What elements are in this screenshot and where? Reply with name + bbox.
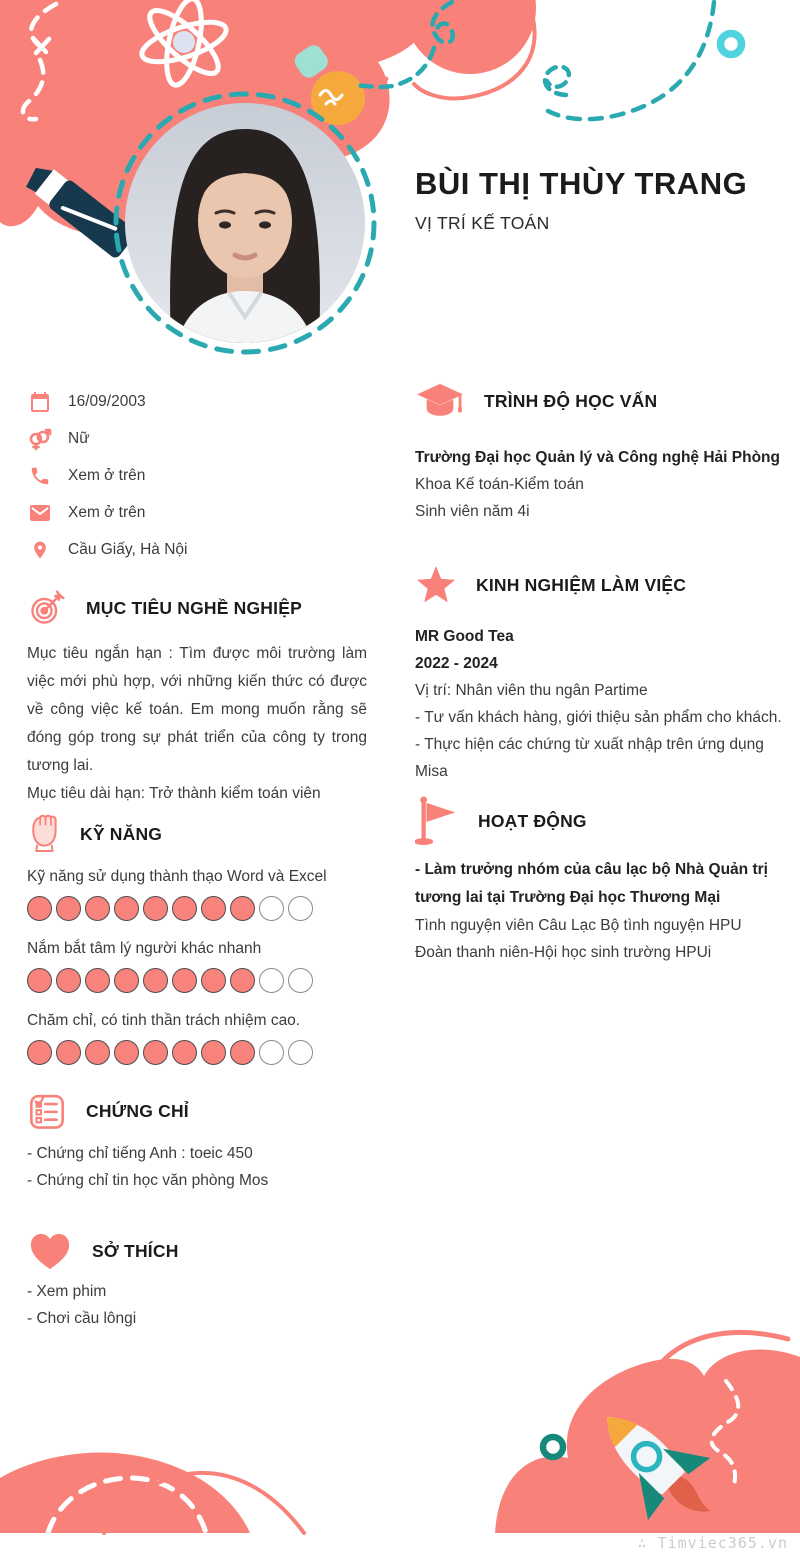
skill-dots <box>27 1040 367 1065</box>
section-activities <box>415 793 793 966</box>
location-value: Cầu Giấy, Hà Nội <box>68 540 188 558</box>
candidate-name: BÙI THỊ THÙY TRANG <box>415 166 748 201</box>
education-year: Sinh viên năm 4i <box>415 503 530 520</box>
gender-value: Nữ <box>68 429 90 447</box>
skill-dot-filled <box>143 968 168 993</box>
watermark: ∴ Timviec365.vn <box>637 1534 788 1552</box>
skill-dot-filled <box>143 1040 168 1065</box>
teal-dashed-curve <box>548 2 714 119</box>
objective-heading: MỤC TIÊU NGHỀ NGHIỆP <box>86 597 302 618</box>
skill-dot-filled <box>56 968 81 993</box>
skill-dot-filled <box>172 1040 197 1065</box>
cyan-donut-icon <box>721 34 742 55</box>
job-title: VỊ TRÍ KẾ TOÁN <box>415 213 550 233</box>
activities-highlight: - Làm trưởng nhóm của câu lạc bộ Nhà Quản trị tương lai tại Trường Đại học Thương Mại <box>415 861 768 906</box>
hobby-item: - Chơi cầu lôngi <box>27 1310 137 1327</box>
skill-dot-filled <box>201 1040 226 1065</box>
photo-dashed-ring <box>112 90 378 356</box>
gender-icon <box>27 426 53 452</box>
contact-row-phone <box>27 457 367 494</box>
skill-dot-empty <box>259 1040 284 1065</box>
skill-dot-filled <box>85 968 110 993</box>
skill-dot-empty <box>288 1040 313 1065</box>
top-lobe <box>404 0 536 74</box>
skill-dot-filled <box>114 1040 139 1065</box>
skill-dot-filled <box>172 896 197 921</box>
skill-dot-filled <box>85 1040 110 1065</box>
certificate-item: - Chứng chỉ tiếng Anh : toeic 450 <box>27 1145 253 1162</box>
section-experience <box>415 563 793 785</box>
phone-value: Xem ở trên <box>68 466 146 484</box>
hobby-item: - Xem phim <box>27 1283 107 1300</box>
email-icon <box>27 501 53 525</box>
skill-dot-filled <box>27 896 52 921</box>
certificates-heading: CHỨNG CHỈ <box>86 1100 189 1121</box>
skill-dot-filled <box>172 968 197 993</box>
heart-icon <box>27 1230 73 1272</box>
skill-dot-filled <box>143 896 168 921</box>
skill-dot-filled <box>201 968 226 993</box>
skill-label: Nắm bắt tâm lý người khác nhanh <box>27 940 262 957</box>
activity-item: Đoàn thanh niên-Hội học sinh trường HPUi <box>415 944 712 961</box>
section-hobbies <box>27 1228 367 1332</box>
skill-dot-filled <box>56 896 81 921</box>
fist-icon <box>27 813 61 855</box>
birthday-value: 16/09/2003 <box>68 392 146 410</box>
experience-duty: - Tư vấn khách hàng, giới thiệu sản phẩm cho khách. <box>415 709 782 726</box>
target-icon <box>27 588 67 628</box>
skill-label: Kỹ năng sử dụng thành thạo Word và Excel <box>27 868 327 885</box>
calendar-icon <box>27 390 53 414</box>
certificate-item: - Chứng chỉ tin học văn phòng Mos <box>27 1172 269 1189</box>
section-certificates <box>27 1089 367 1194</box>
skill-dot-filled <box>27 1040 52 1065</box>
section-education <box>415 378 793 525</box>
skill-dots <box>27 968 367 993</box>
email-value: Xem ở trên <box>68 503 146 521</box>
experience-position: Vị trí: Nhân viên thu ngân Partime <box>415 682 648 699</box>
phone-icon <box>27 465 53 487</box>
experience-company: MR Good Tea <box>415 628 514 645</box>
skill-dot-filled <box>27 968 52 993</box>
checklist-icon <box>27 1091 67 1131</box>
header <box>415 166 747 234</box>
skill-dot-empty <box>259 896 284 921</box>
graduation-cap-icon <box>415 380 465 422</box>
section-skills <box>27 814 367 1065</box>
experience-duty: - Thực hiện các chứng từ xuất nhập trên ứng dụng Misa <box>415 736 764 780</box>
objective-paragraph: Mục tiêu ngắn hạn : Tìm được môi trường làm việc mới phù hợp, với những kiến thức có được về công việc kế toán. Em mong muốn rằng sẽ đóng góp trong sự phát triển của công ty trong tương lai. <box>27 645 367 774</box>
education-faculty: Khoa Kế toán-Kiểm toán <box>415 476 584 493</box>
skill-dot-filled <box>230 1040 255 1065</box>
contact-row-location <box>27 531 367 568</box>
education-school: Trường Đại học Quản lý và Công nghệ Hải Phòng <box>415 449 780 466</box>
right-column <box>415 378 793 966</box>
skill-dot-filled <box>201 896 226 921</box>
bottom-left-blob <box>0 1452 250 1533</box>
skill-dot-filled <box>56 1040 81 1065</box>
activity-item: Tình nguyện viên Câu Lạc Bộ tình nguyện HPU <box>415 917 742 934</box>
activities-heading: HOẠT ĐỘNG <box>478 810 587 831</box>
hobbies-heading: SỞ THÍCH <box>92 1240 179 1261</box>
experience-period: 2022 - 2024 <box>415 655 498 672</box>
star-icon <box>415 565 457 605</box>
skill-dot-filled <box>230 896 255 921</box>
left-column <box>27 383 367 1332</box>
skill-dot-filled <box>114 968 139 993</box>
teal-donut-icon <box>543 1437 563 1457</box>
skill-dot-filled <box>85 896 110 921</box>
skill-dot-empty <box>259 968 284 993</box>
skill-label: Chăm chỉ, có tinh thần trách nhiệm cao. <box>27 1012 301 1029</box>
experience-heading: KINH NGHIỆM LÀM VIỆC <box>476 574 687 595</box>
teal-dashed-loop <box>545 67 569 95</box>
section-objective <box>27 588 367 808</box>
contact-row-birthday <box>27 383 367 420</box>
education-heading: TRÌNH ĐỘ HỌC VẤN <box>484 390 658 411</box>
skills-heading: KỸ NĂNG <box>80 823 163 844</box>
location-icon <box>27 538 53 562</box>
flag-icon <box>415 795 459 847</box>
skill-dot-filled <box>230 968 255 993</box>
skill-dot-filled <box>114 896 139 921</box>
contact-row-gender <box>27 420 367 457</box>
objective-long-term: Mục tiêu dài hạn: Trở thành kiểm toán viên <box>27 785 321 802</box>
skill-dots <box>27 896 367 921</box>
skill-dot-empty <box>288 968 313 993</box>
skill-dot-empty <box>288 896 313 921</box>
contact-row-email <box>27 494 367 531</box>
